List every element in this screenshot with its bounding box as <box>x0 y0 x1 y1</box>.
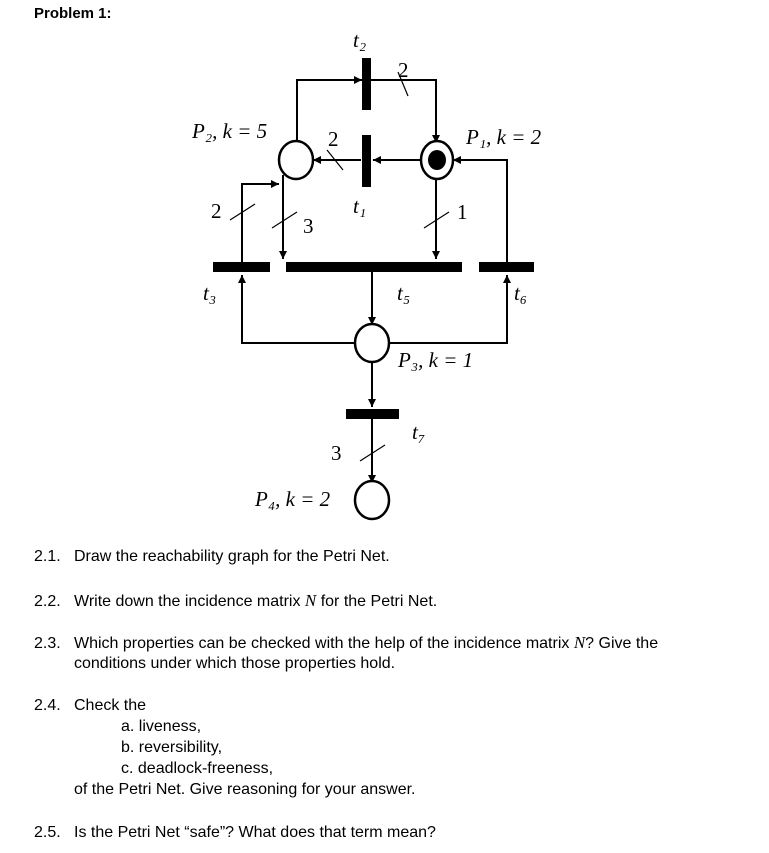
question-number: 2.4. <box>34 697 61 714</box>
place-p4 <box>355 481 389 519</box>
problem-title: Problem 1: <box>34 5 112 22</box>
matrix-symbol: N <box>304 591 317 610</box>
question-2-2 <box>34 591 437 612</box>
question-text: Write down the incidence matrix <box>74 593 305 610</box>
question-2-3-line2: conditions under which those properties hold. <box>74 655 396 672</box>
arc-t2-p1 <box>371 80 436 143</box>
transition-t7 <box>346 409 399 419</box>
label-p4: P₄, k = 2 <box>255 487 331 511</box>
arc-t3-p2 <box>242 184 279 262</box>
weight-t3-p2: 2 <box>211 199 222 223</box>
label-t2: t₂ <box>353 28 367 52</box>
question-text: Draw the reachability graph for the Petri Net. <box>74 548 390 565</box>
label-t6: t₆ <box>514 281 528 305</box>
question-text: Which properties can be checked with the help of the incidence matrix <box>74 635 574 652</box>
question-text: Check the <box>74 697 147 714</box>
label-p2: P₂, k = 5 <box>192 119 268 143</box>
question-text: ? Give the <box>585 635 659 652</box>
place-p2 <box>279 141 313 179</box>
weight-p2-t5: 3 <box>303 214 314 238</box>
list-item-deadlock-freeness: c. deadlock-freeness, <box>121 760 274 777</box>
question-text: Is the Petri Net “safe”? What does that term mean? <box>74 824 436 841</box>
question-2-3 <box>34 633 658 654</box>
transition-t2 <box>362 58 371 110</box>
matrix-symbol: N <box>573 633 586 652</box>
place-p3 <box>355 324 389 362</box>
label-p3: P₃, k = 1 <box>398 348 474 372</box>
list-item-liveness: a. liveness, <box>121 718 202 735</box>
transition-t1 <box>362 135 371 187</box>
label-t1: t₁ <box>353 194 367 218</box>
arc-p3-t3 <box>242 275 355 343</box>
question-number: 2.2. <box>34 593 61 610</box>
question-number: 2.5. <box>34 824 61 841</box>
question-2-1 <box>34 547 390 567</box>
question-text: for the Petri Net. <box>316 593 438 610</box>
token-p1 <box>428 150 446 170</box>
weight-p2-t1: 2 <box>328 127 339 151</box>
weight-t2-p1: 2 <box>398 58 409 82</box>
transition-t3 <box>213 262 270 272</box>
weight-mark-p2-t5 <box>272 212 297 228</box>
list-item-reversibility: b. reversibility, <box>121 739 223 756</box>
question-2-5 <box>34 823 436 843</box>
label-p1: P₁, k = 2 <box>466 125 542 149</box>
label-t7: t₇ <box>412 420 426 444</box>
question-2-4-closing: of the Petri Net. Give reasoning for your answer. <box>74 781 416 798</box>
weight-t7-p4: 3 <box>331 441 342 465</box>
weight-p1-t5: 1 <box>457 200 468 224</box>
transition-t5 <box>286 262 462 272</box>
question-number: 2.1. <box>34 548 61 565</box>
question-number: 2.3. <box>34 635 61 652</box>
question-2-4 <box>34 696 146 716</box>
label-t5: t₅ <box>397 281 411 305</box>
transition-t6 <box>479 262 534 272</box>
label-t3: t₃ <box>203 281 217 305</box>
